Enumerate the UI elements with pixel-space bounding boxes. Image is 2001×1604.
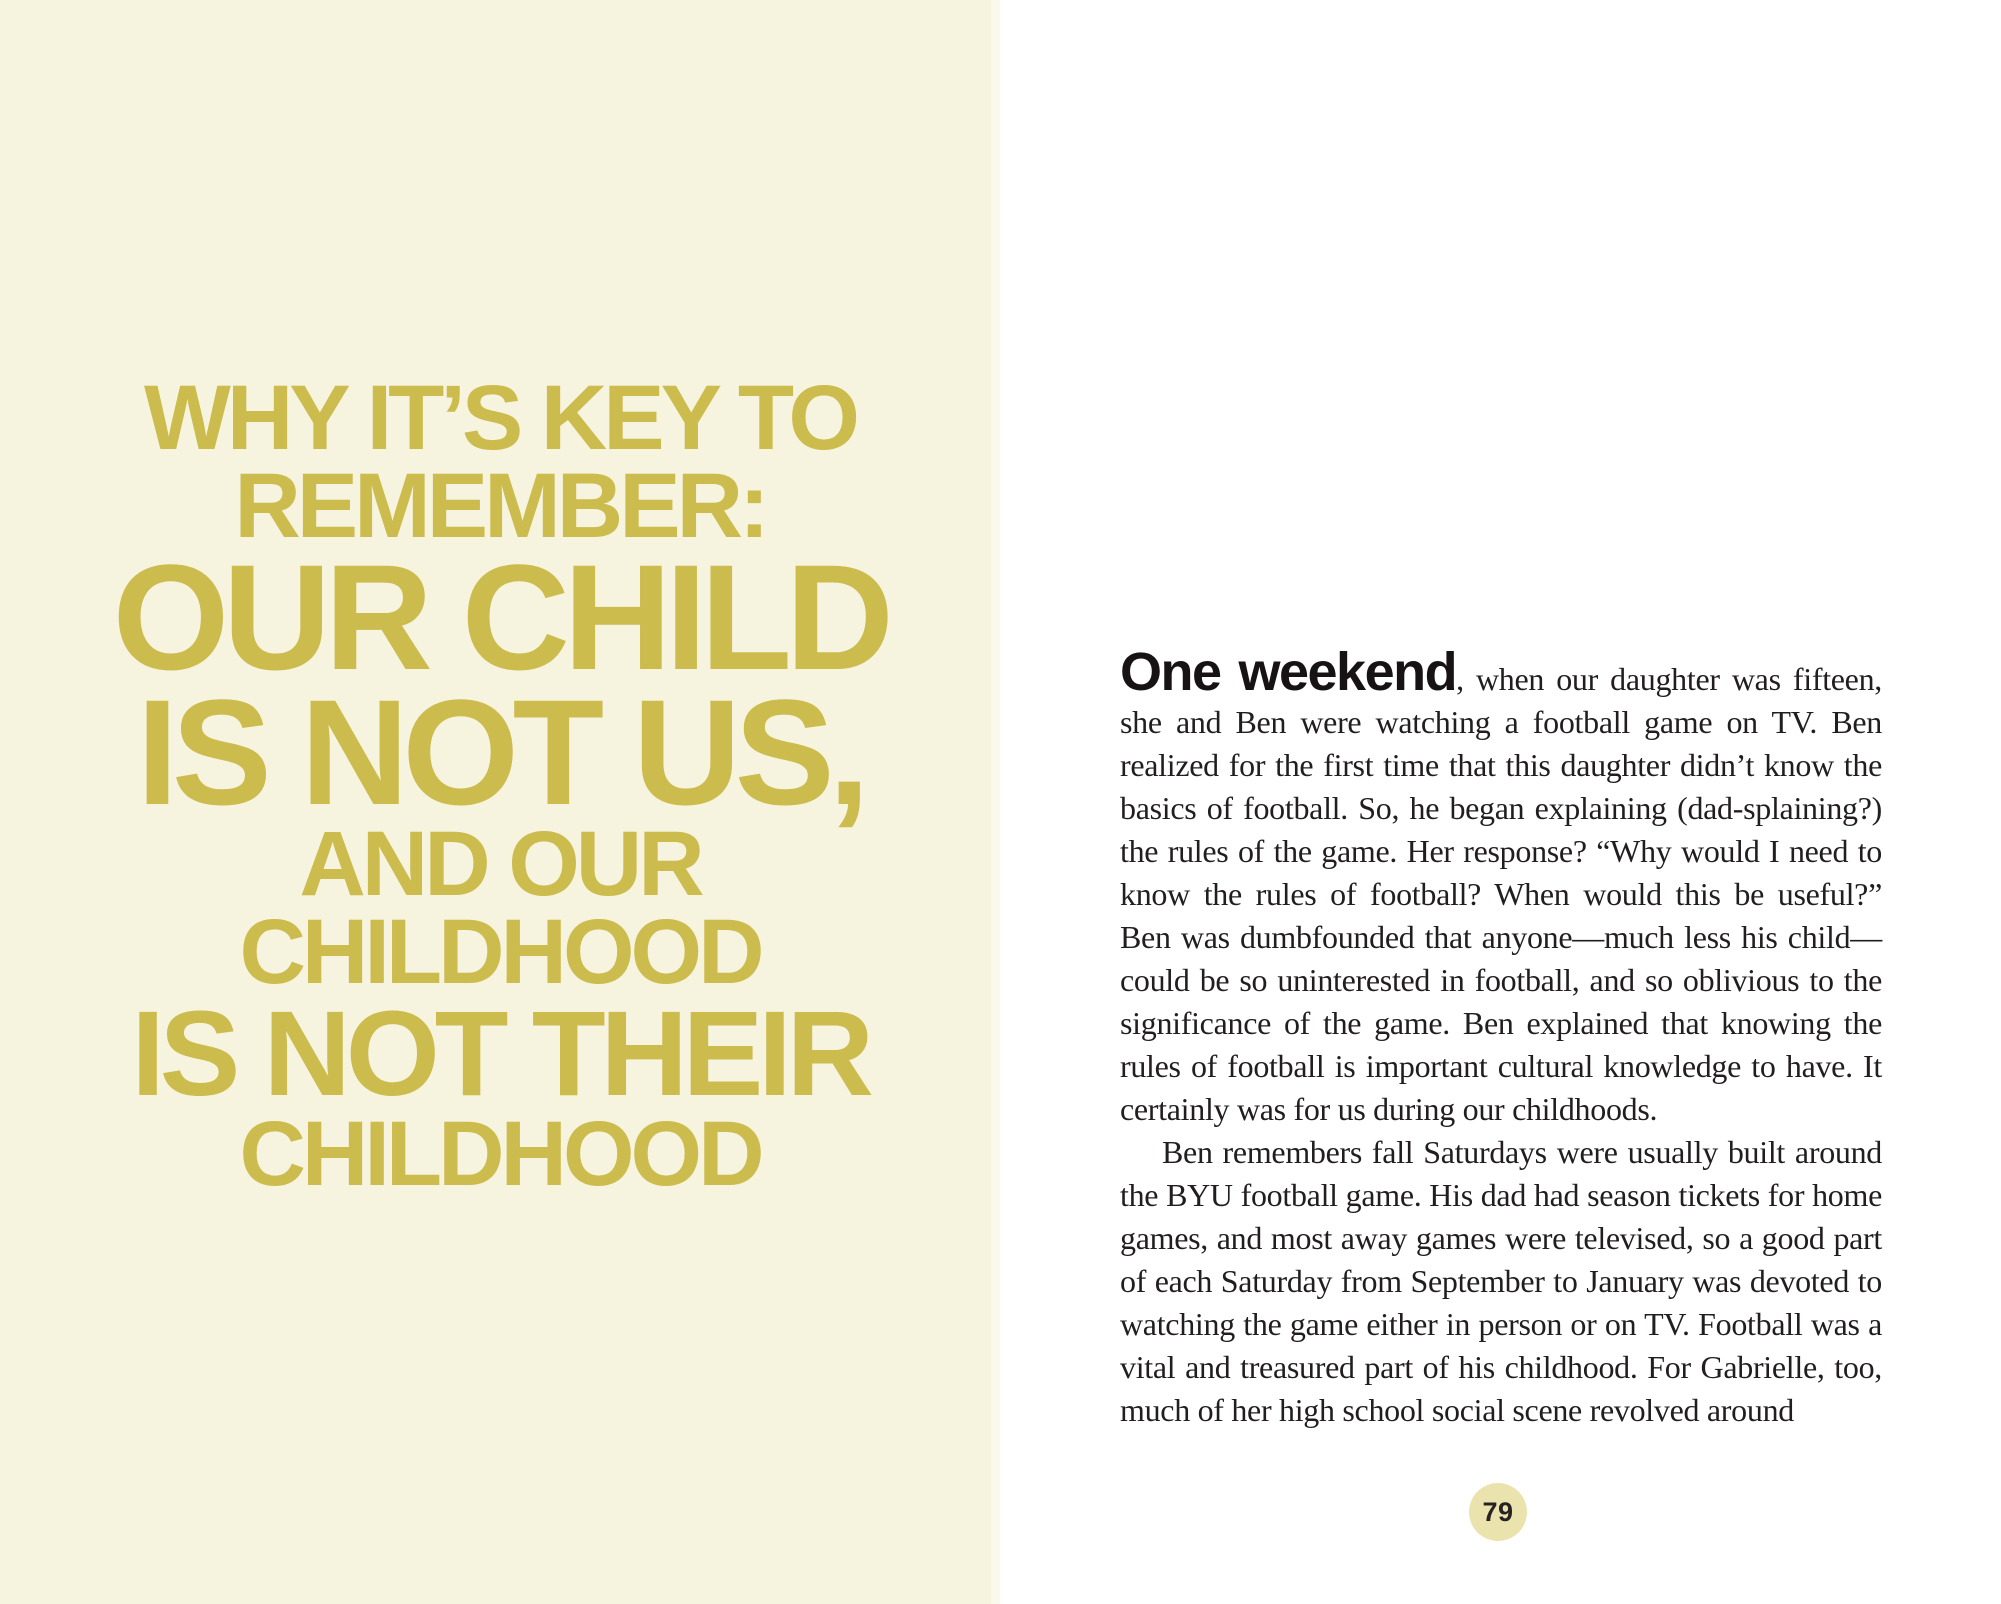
title-line: CHILDHOOD xyxy=(239,900,761,1003)
chapter-title xyxy=(0,366,1000,1205)
title-line: OUR CHILD xyxy=(112,533,888,701)
left-page xyxy=(0,0,1000,1604)
page-number-badge xyxy=(1469,1483,1527,1541)
title-line: IS NOT US, xyxy=(136,668,864,836)
title-line: CHILDHOOD xyxy=(239,1102,761,1205)
body-paragraph: One weekend, when our daughter was fifteen, she and Ben were watching a football game on TV. Ben realized for the first time that this daughter didn’t know the basics of football. So, he began explaining (dad-splaining?) the rules of the game. Her response? “Why would I need to know the rules of football? When would this be useful?” Ben was dumbfounded that anyone—much less his child—could be so uninterested in football, and so oblivious to the significance of the game. Ben explained that knowing the rules of football is important cultural knowledge to have. It certainly was for us during our childhoods. xyxy=(1120,642,1882,1127)
body-paragraph: Ben remembers fall Saturdays were usually built around the BYU football game. His dad had season tickets for home games, and most away games were televised, so a good part of each Saturday from September to January was devoted to watching the game either in person or on TV. Football was a vital and treasured part of his childhood. For Gabrielle, too, much of her high school social scene revolved around xyxy=(1120,1134,1882,1428)
title-line: AND OUR xyxy=(299,812,701,915)
right-page xyxy=(1000,0,2001,1604)
lead-phrase: One weekend xyxy=(1120,642,1457,702)
page-gutter xyxy=(991,0,1000,1604)
title-line: REMEMBER: xyxy=(234,454,766,557)
page-number: 79 xyxy=(1482,1496,1514,1527)
body-text xyxy=(1120,642,1882,1432)
title-line: WHY IT’S KEY TO xyxy=(144,366,856,469)
title-line: IS NOT THEIR xyxy=(131,985,869,1121)
